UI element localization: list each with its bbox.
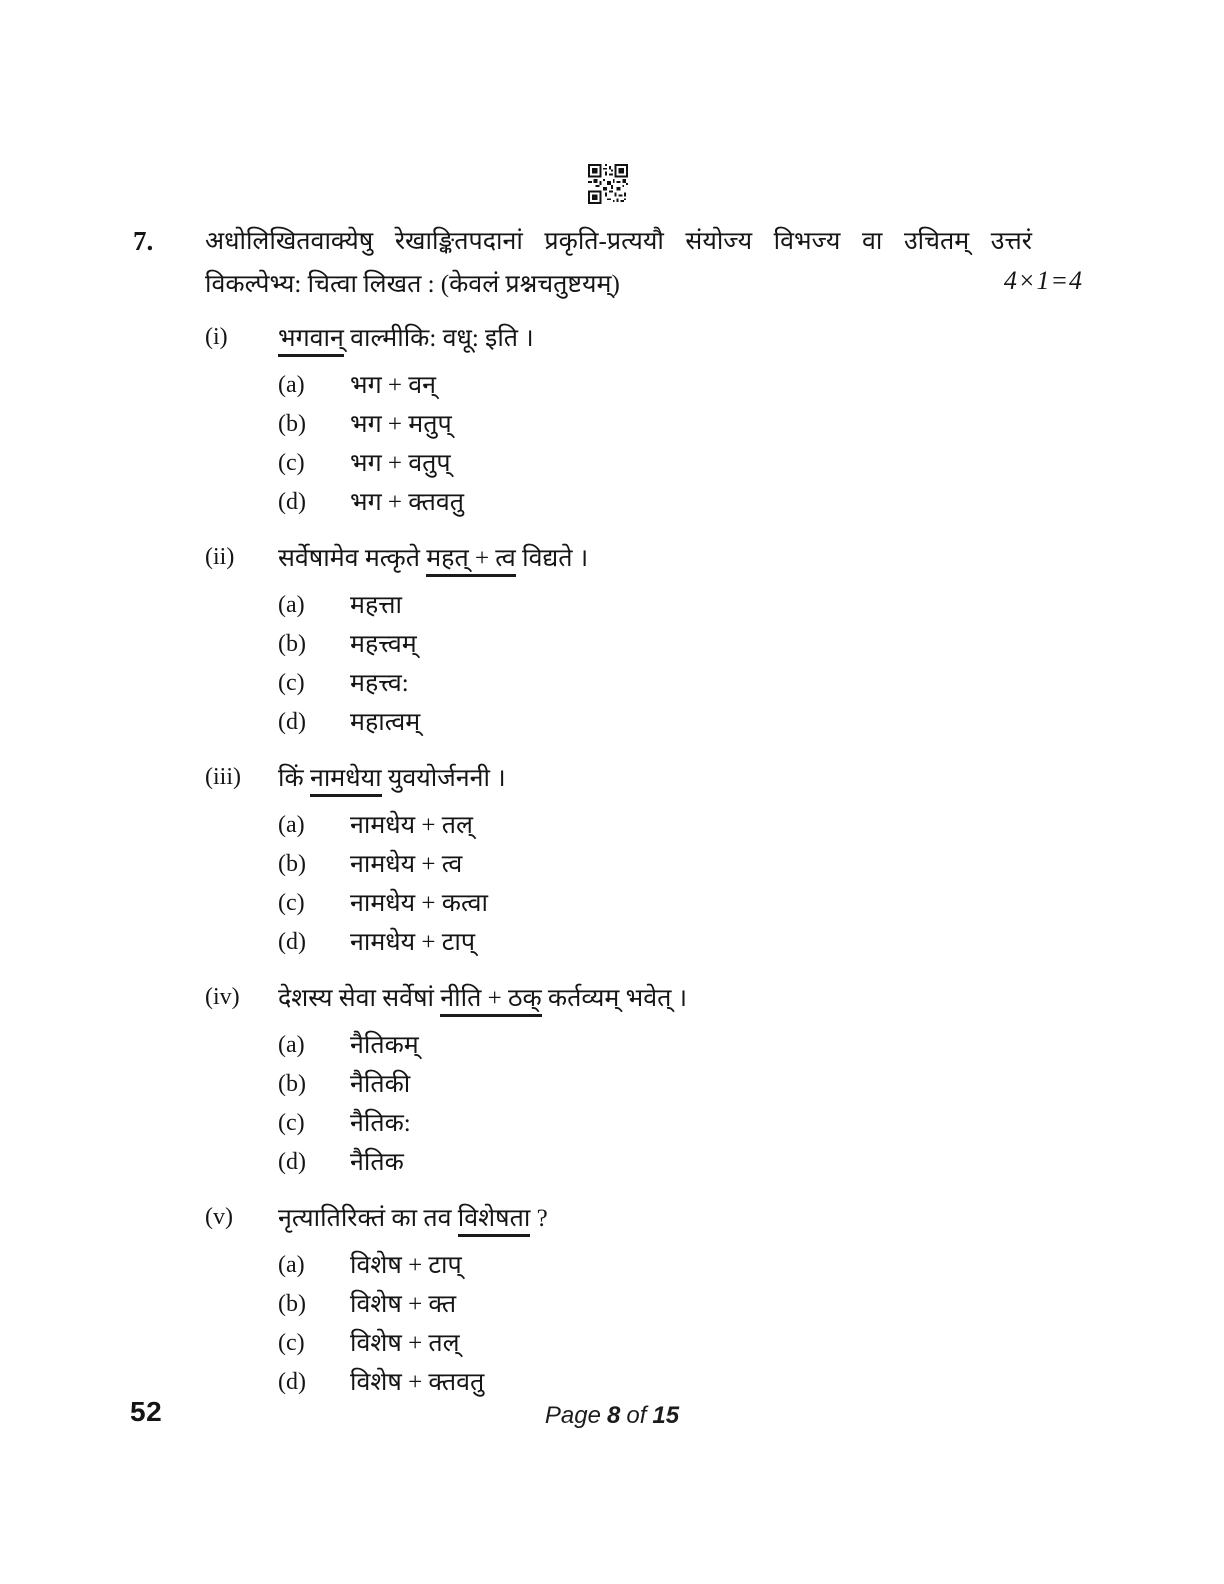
option-c (278, 668, 1085, 707)
sentence-pre: सर्वेषामेव मत्कृते (278, 545, 427, 572)
subquestion-sentence (205, 982, 1085, 1030)
subquestion-sentence (205, 542, 1085, 590)
option-b (278, 629, 1085, 668)
question-number: 7. (133, 226, 154, 256)
option-a (278, 370, 1085, 409)
sentence-post: वाल्मीकि: वधू: इति । (343, 325, 534, 352)
option-text: महत्त्वम् (350, 631, 417, 658)
option-label: (c) (278, 670, 305, 696)
option-c (278, 1328, 1085, 1367)
subquestion-text (278, 322, 534, 356)
option-text: नामधेय + तल् (350, 812, 473, 839)
question-7-header (133, 220, 1085, 306)
subquestion-text (278, 762, 506, 796)
option-label: (d) (278, 489, 306, 515)
option-text: विशेष + टाप् (350, 1252, 462, 1279)
option-label: (c) (278, 1330, 305, 1356)
subquestion-label: (ii) (205, 544, 235, 570)
option-text: विशेष + क्तवतु (350, 1369, 485, 1396)
question-block (133, 220, 1085, 1406)
sentence-post: विद्यते । (515, 545, 589, 572)
option-label: (a) (278, 372, 305, 398)
option-label: (c) (278, 1110, 305, 1136)
option-text: महत्त्व: (350, 670, 409, 697)
underlined-word: नीति + ठक् (440, 985, 541, 1017)
option-d (278, 1367, 1085, 1406)
subquestion-text (278, 542, 588, 576)
subquestion-label: (v) (205, 1204, 233, 1230)
option-text: भग + वतुप् (350, 450, 451, 477)
paper-code: 52 (130, 1396, 163, 1427)
page-word: Page (544, 1402, 601, 1429)
subquestion-ii (205, 542, 1085, 746)
option-label: (b) (278, 851, 306, 877)
question-text-line1: अधोलिखितवाक्येषु रेखाङ्कितपदानां प्रकृति-प्रत्ययौ संयोज्य विभज्य वा उचितम् उत्तरं (205, 228, 1032, 255)
subquestion-label: (iii) (205, 764, 241, 790)
qr-code-icon (588, 163, 628, 205)
option-label: (d) (278, 1149, 306, 1175)
sentence-pre: किं (278, 765, 310, 792)
subquestion-iii (205, 762, 1085, 966)
sentence-post: ? (530, 1205, 548, 1232)
option-label: (c) (278, 890, 305, 916)
option-a (278, 810, 1085, 849)
subquestion-list (205, 322, 1085, 1406)
subquestion-v (205, 1202, 1085, 1406)
subquestion-text (278, 982, 687, 1016)
sentence-post: युवयोर्जननी । (381, 765, 506, 792)
subquestion-text (278, 1202, 548, 1236)
option-label: (b) (278, 411, 306, 437)
marks-allocation: 4×1=4 (1003, 266, 1083, 295)
page-total: 15 (652, 1402, 680, 1429)
subquestion-label: (iv) (205, 984, 240, 1010)
option-c (278, 448, 1085, 487)
option-b (278, 849, 1085, 888)
option-text: भग + वन् (350, 372, 437, 399)
option-a (278, 1030, 1085, 1069)
question-text (205, 220, 1032, 306)
option-label: (d) (278, 709, 306, 735)
option-c (278, 888, 1085, 927)
subquestion-iv (205, 982, 1085, 1186)
option-d (278, 707, 1085, 746)
option-label: (b) (278, 631, 306, 657)
option-text: विशेष + तल् (350, 1330, 460, 1357)
sentence-post: कर्तव्यम् भवेत् । (541, 985, 688, 1012)
option-text: नामधेय + टाप् (350, 929, 476, 956)
qr-code-svg (588, 163, 628, 205)
option-text: नामधेय + त्व (350, 851, 463, 878)
subquestion-i (205, 322, 1085, 526)
option-text: नैतिक: (350, 1110, 411, 1137)
option-label: (a) (278, 812, 305, 838)
page-current: 8 (606, 1402, 621, 1429)
subquestion-label: (i) (205, 324, 228, 350)
sentence-pre: नृत्यातिरिक्तं का तव (278, 1205, 458, 1232)
option-text: नैतिकम् (350, 1032, 419, 1059)
subquestion-sentence (205, 762, 1085, 810)
option-label: (b) (278, 1071, 306, 1097)
option-a (278, 1250, 1085, 1289)
option-d (278, 927, 1085, 966)
subquestion-sentence (205, 1202, 1085, 1250)
sentence-pre: देशस्य सेवा सर्वेषां (278, 985, 441, 1012)
option-text: नामधेय + कत्वा (350, 890, 488, 917)
underlined-word: विशेषता (458, 1205, 531, 1237)
option-label: (d) (278, 929, 306, 955)
option-text: नैतिकी (350, 1071, 411, 1098)
underlined-word: भगवान् (278, 325, 344, 357)
option-a (278, 590, 1085, 629)
underlined-word: महत् + त्व (426, 545, 516, 577)
question-text-line2: विकल्पेभ्य: चित्वा लिखत : (केवलं प्रश्नचतुष्टयम्) (205, 271, 620, 298)
option-b (278, 1289, 1085, 1328)
option-text: महत्ता (350, 592, 402, 619)
option-d (278, 1147, 1085, 1186)
of-word: of (626, 1402, 647, 1429)
option-text: नैतिक (350, 1149, 404, 1176)
option-text: भग + मतुप् (350, 411, 452, 438)
option-label: (a) (278, 1252, 305, 1278)
option-label: (a) (278, 1032, 305, 1058)
option-label: (c) (278, 450, 305, 476)
page-indicator (0, 1402, 1224, 1430)
option-text: विशेष + क्त (350, 1291, 457, 1318)
option-c (278, 1108, 1085, 1147)
option-label: (a) (278, 592, 305, 618)
option-text: भग + क्तवतु (350, 489, 465, 516)
underlined-word: नामधेया (310, 765, 382, 797)
option-d (278, 487, 1085, 526)
option-label: (d) (278, 1369, 306, 1395)
option-b (278, 1069, 1085, 1108)
subquestion-sentence (205, 322, 1085, 370)
option-label: (b) (278, 1291, 306, 1317)
option-b (278, 409, 1085, 448)
option-text: महात्वम् (350, 709, 421, 736)
